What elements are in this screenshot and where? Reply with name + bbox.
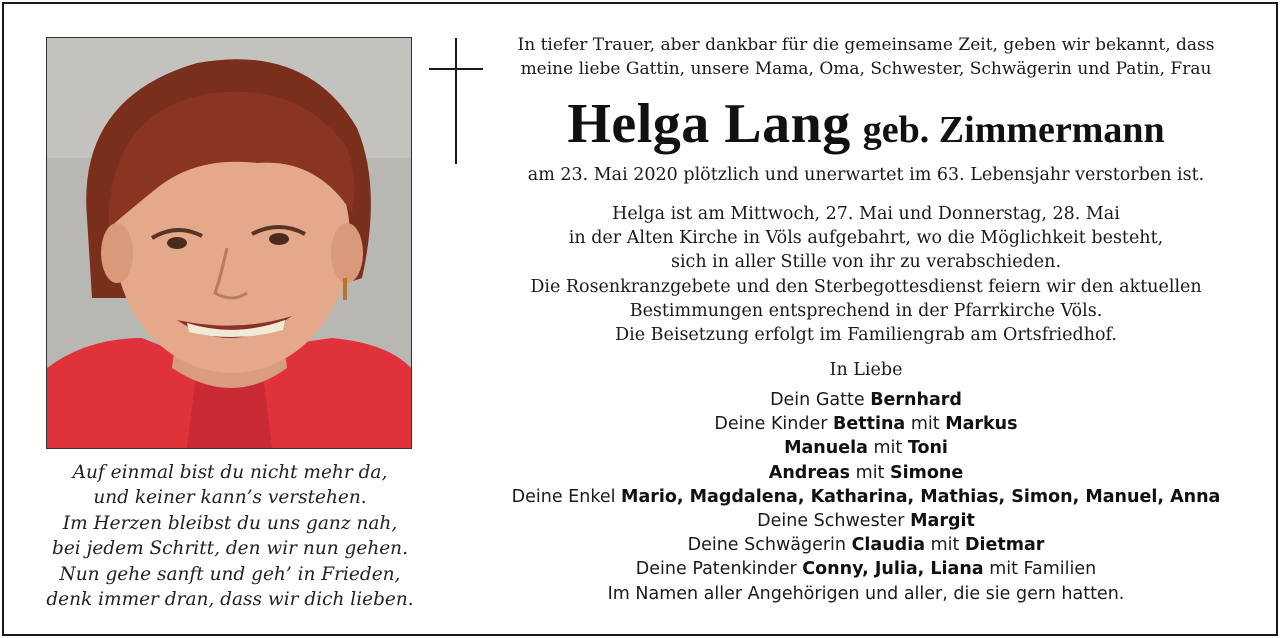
mourners-list [496, 388, 1236, 606]
mourner-names: Conny, Julia, Liana [802, 559, 984, 580]
mourner-row-kinder-3 [496, 461, 1236, 485]
mourner-relation: Dein Gatte [770, 390, 865, 410]
mourner-relation: Deine Schwägerin [687, 535, 846, 556]
mourner-name: Margit [910, 511, 975, 532]
mourner-name: Bettina [833, 414, 906, 435]
mourner-connector: mit [855, 462, 885, 483]
mourner-name: Toni [907, 438, 948, 459]
details-line: in der Alten Kirche in Völs aufgebahrt, wo die Möglichkeit besteht, [568, 228, 1164, 249]
portrait-photo [46, 37, 412, 449]
poem-line: Nun gehe sanft und geh’ in Frieden, [59, 563, 401, 585]
deceased-name-heading [496, 92, 1236, 156]
mourner-relation: Deine Schwester [757, 511, 905, 532]
portrait-illustration [47, 38, 411, 448]
in-liebe-label: In Liebe [829, 360, 903, 380]
mourner-connector: mit [910, 414, 940, 435]
mourner-relation: Deine Kinder [714, 414, 828, 435]
mourner-name: Markus [945, 414, 1018, 435]
mourner-name: Manuela [784, 438, 868, 459]
details-line: Helga ist am Mittwoch, 27. Mai und Donnerstag, 28. Mai [612, 204, 1120, 224]
mourner-name: Dietmar [964, 535, 1045, 556]
details-line: Bestimmungen entsprechend in der Pfarrkirche Völs. [629, 300, 1103, 321]
poem-line: bei jedem Schritt, den wir nun gehen. [52, 538, 408, 560]
cross-icon-bar [429, 68, 483, 70]
mourner-connector: mit [873, 438, 903, 459]
mourner-connector: mit Familien [989, 559, 1097, 580]
funeral-details [496, 202, 1236, 347]
memorial-poem [20, 460, 440, 612]
mourner-row-kinder [496, 412, 1236, 436]
deceased-birth-name: geb. Zimmermann [862, 109, 1165, 151]
mourner-names: Mario, Magdalena, Katharina, Mathias, Simon, Manuel, Anna [621, 486, 1221, 507]
poem-line: und keiner kann’s verstehen. [93, 487, 367, 509]
details-line: Die Beisetzung erfolgt im Familiengrab am Ortsfriedhof. [615, 325, 1117, 346]
mourner-connector: mit [930, 535, 960, 556]
mourner-row-enkel [496, 485, 1236, 509]
mourner-relation: Deine Patenkinder [635, 559, 797, 580]
intro-line: In tiefer Trauer, aber dankbar für die gemeinsame Zeit, geben wir bekannt, dass [517, 35, 1215, 55]
mourner-row-patenkinder [496, 557, 1236, 581]
poem-line: Im Herzen bleibst du uns ganz nah, [62, 512, 398, 534]
intro-line: meine liebe Gattin, unsere Mama, Oma, Schwester, Schwägerin und Patin, Frau [520, 59, 1212, 79]
mourner-row-schwaegerin [496, 533, 1236, 557]
mourner-name: Simone [890, 462, 964, 483]
mourner-closing-line: Im Namen aller Angehörigen und aller, die sie gern hatten. [607, 583, 1125, 604]
mourner-row-gatte [496, 388, 1236, 412]
mourner-row-kinder-2 [496, 436, 1236, 460]
deceased-name: Helga Lang [567, 93, 851, 155]
mourner-name: Bernhard [870, 390, 962, 410]
mourner-name: Andreas [768, 462, 851, 483]
details-line: Die Rosenkranzgebete und den Sterbegottesdienst feiern wir den aktuellen [530, 276, 1202, 297]
mourner-relation: Deine Enkel [511, 486, 616, 507]
cross-icon [455, 38, 457, 164]
death-date-line: am 23. Mai 2020 plötzlich und unerwartet im 63. Lebensjahr verstorben ist. [527, 165, 1205, 185]
poem-line: Auf einmal bist du nicht mehr da, [72, 462, 388, 483]
mourner-name: Claudia [851, 535, 926, 556]
poem-line: denk immer dran, dass wir dich lieben. [46, 589, 414, 611]
intro-text [496, 33, 1236, 81]
details-line: sich in aller Stille von ihr zu verabschieden. [670, 252, 1062, 273]
mourner-row-schwester [496, 509, 1236, 533]
